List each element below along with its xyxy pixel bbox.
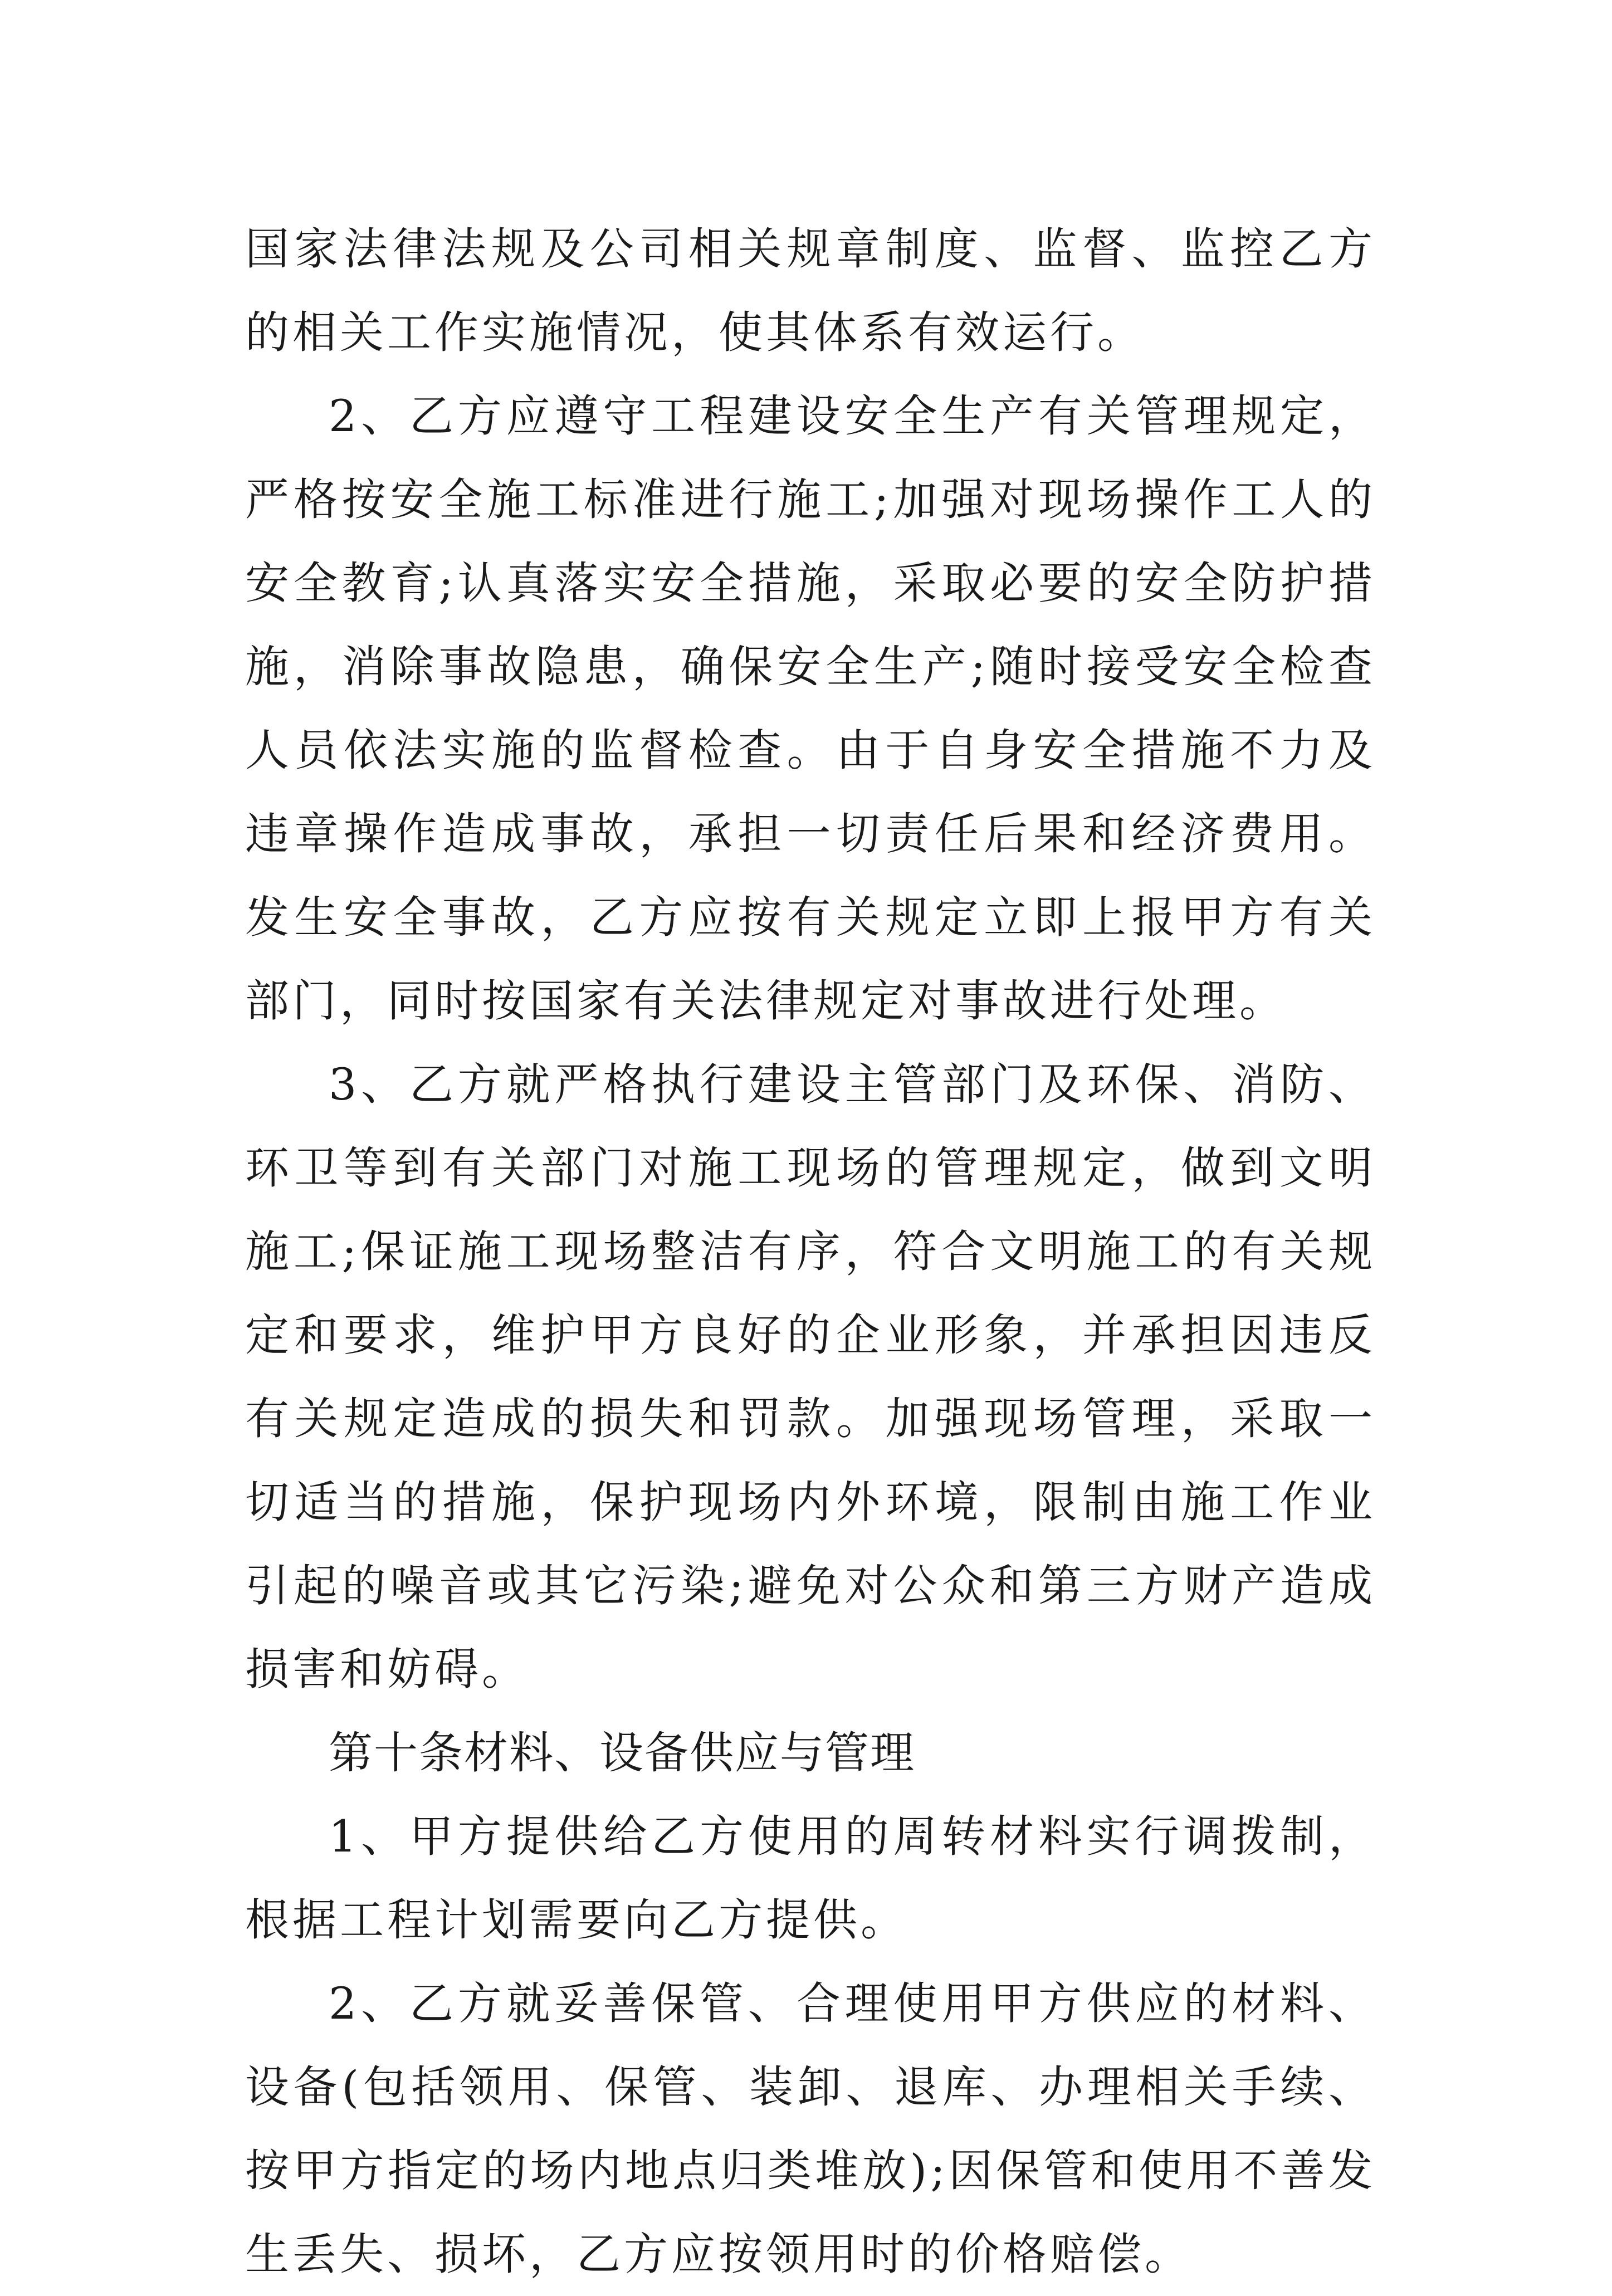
paragraph-safety-rules: 2、乙方应遵守工程建设安全生产有关管理规定，严格按安全施工标准进行施工;加强对现场操作工人的安全教育;认真落实安全措施，采取必要的安全防护措施，消除事故隐患，确保安全生产;随时接受安全检查人员依法实施的监督检查。由于自身安全措施不力及违章操作造成事故，承担一切责任后果和经济费用。发生安全事故，乙方应按有关规定立即上报甲方有关部门，同时按国家有关法律规定对事故进行处理。	[245, 390, 1376, 1027]
section-heading-article-10: 第十条材料、设备供应与管理	[329, 1727, 915, 1779]
document-body	[245, 207, 1376, 2296]
paragraph-materials-supply: 1、甲方提供给乙方使用的周转材料实行调拨制，根据工程计划需要向乙方提供。	[245, 1811, 1376, 1946]
paragraph-civilized-construction: 3、乙方就严格执行建设主管部门及环保、消防、环卫等到有关部门对施工现场的管理规定，做到文明施工;保证施工现场整洁有序，符合文明施工的有关规定和要求，维护甲方良好的企业形象，并承担因违反有关规定造成的损失和罚款。加强现场管理，采取一切适当的措施，保护现场内外环境，限制由施工作业引起的噪音或其它污染;避免对公众和第三方财产造成损害和妨碍。	[245, 1059, 1376, 1695]
paragraph-continuation: 国家法律法规及公司相关规章制度、监督、监控乙方的相关工作实施情况，使其体系有效运行。	[245, 223, 1376, 358]
paragraph-materials-custody: 2、乙方就妥善保管、合理使用甲方供应的材料、设备(包括领用、保管、装卸、退库、办理相关手续、按甲方指定的场内地点归类堆放);因保管和使用不善发生丢失、损坏，乙方应按领用时的价格赔偿。	[245, 1978, 1376, 2280]
